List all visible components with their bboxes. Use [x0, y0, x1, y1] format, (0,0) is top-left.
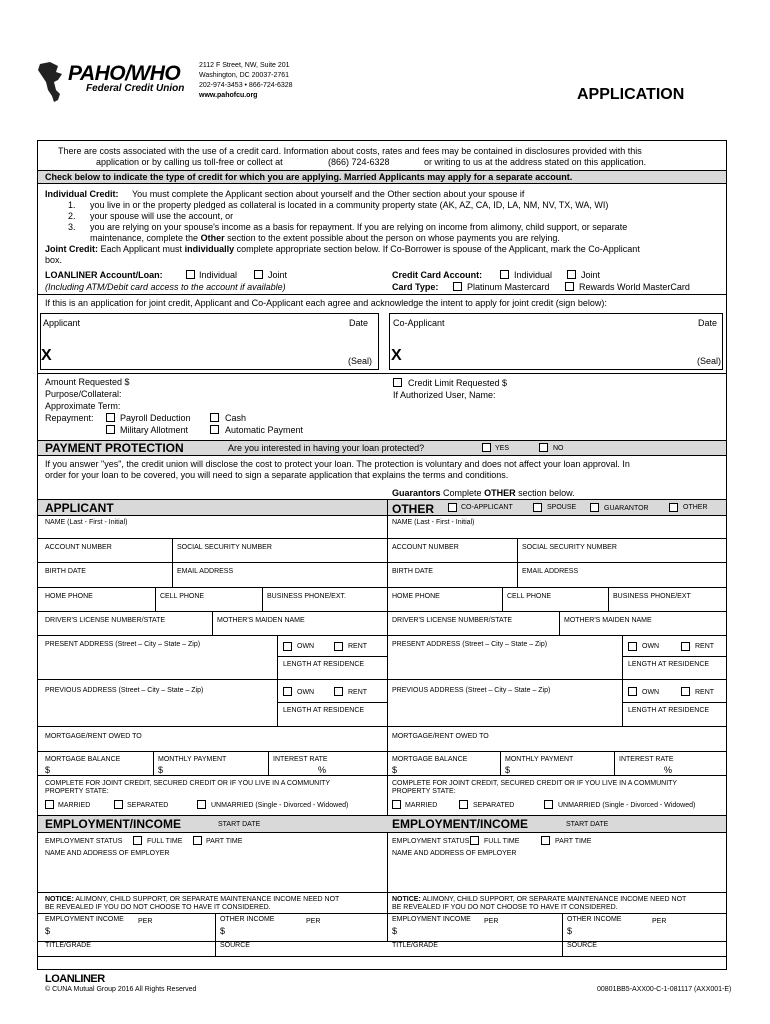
logo-text: PAHO/WHO [68, 62, 181, 85]
full-time-label: FULL TIME [147, 838, 183, 845]
interest-rate-label[interactable]: INTEREST RATE [273, 756, 328, 763]
divider [153, 751, 154, 775]
own-label: OWN [642, 689, 660, 696]
coapplicant-x-mark: X [391, 347, 402, 364]
name-field-label[interactable]: NAME (Last - First - Initial) [392, 519, 475, 526]
guarantors-note: Guarantors Complete OTHER section below. [392, 488, 575, 498]
loanliner-joint-label: Joint [268, 270, 288, 280]
email-label[interactable]: EMAIL ADDRESS [177, 568, 234, 575]
divider [562, 941, 563, 956]
dollar-sign: $ [392, 765, 398, 775]
ssn-label[interactable]: SOCIAL SECURITY NUMBER [522, 544, 617, 551]
previous-address-label[interactable]: PREVIOUS ADDRESS (Street – City – State – Zip) [45, 687, 204, 694]
title-grade-label[interactable]: TITLE/GRADE [45, 942, 91, 949]
other-income-label[interactable]: OTHER INCOME [567, 916, 622, 923]
guarantor-option-label: GUARANTOR [604, 505, 649, 512]
dollar-sign: $ [45, 765, 51, 775]
present-own-checkbox[interactable] [283, 642, 292, 651]
unmarried-checkbox[interactable] [197, 800, 206, 809]
disclosure-line-2b: or writing to us at the address stated on this application. [424, 157, 647, 167]
part-time-label: PART TIME [206, 838, 243, 845]
applicant-date-label: Date [349, 318, 369, 328]
divider [172, 538, 173, 562]
credit-limit-label: Credit Limit Requested $ [408, 378, 508, 388]
per-label: PER [652, 918, 667, 925]
other-part-time-checkbox[interactable] [541, 836, 550, 845]
dollar-sign: $ [220, 926, 226, 936]
divider [502, 587, 503, 611]
automatic-checkbox[interactable] [210, 425, 219, 434]
drivers-license-label[interactable]: DRIVER'S LICENSE NUMBER/STATE [45, 617, 166, 624]
divider [37, 538, 727, 539]
cash-label: Cash [225, 413, 247, 423]
page-title: APPLICATION [577, 86, 685, 103]
length-residence-label[interactable]: LENGTH AT RESIDENCE [283, 661, 365, 668]
column-divider [387, 499, 388, 941]
divider [500, 751, 501, 775]
divider [155, 587, 156, 611]
start-date-label[interactable]: START DATE [566, 821, 609, 828]
individual-credit-label: Individual Credit: [45, 189, 119, 199]
percent-sign: % [664, 765, 673, 775]
payment-protection-title: PAYMENT PROTECTION [45, 441, 184, 455]
phone-numbers: 202-974-3453 • 866-724-6328 [199, 82, 293, 89]
military-checkbox[interactable] [106, 425, 115, 434]
divider [277, 635, 278, 679]
divider [37, 499, 727, 500]
length-residence-label[interactable]: LENGTH AT RESIDENCE [628, 661, 710, 668]
form-frame [37, 140, 727, 970]
credit-limit-checkbox[interactable] [393, 378, 402, 387]
other-checkbox[interactable] [669, 503, 678, 512]
full-time-label: FULL TIME [484, 838, 520, 845]
applicant-signature-label: Applicant [43, 318, 81, 328]
per-label: PER [138, 918, 153, 925]
coapplicant-checkbox[interactable] [448, 503, 457, 512]
employment-status-label: EMPLOYMENT STATUS [392, 838, 470, 845]
interest-rate-label[interactable]: INTEREST RATE [619, 756, 674, 763]
per-label: PER [306, 918, 321, 925]
divider [37, 515, 727, 516]
community-property-line-1: COMPLETE FOR JOINT CREDIT, SECURED CREDIT OR IF YOU LIVE IN A COMMUNITY [392, 780, 678, 787]
divider [37, 294, 727, 295]
divider [37, 956, 727, 957]
other-full-time-checkbox[interactable] [470, 836, 479, 845]
divider [37, 679, 727, 680]
authorized-user-label[interactable]: If Authorized User, Name: [393, 390, 496, 400]
divider [517, 538, 518, 562]
divider [37, 775, 727, 776]
other-previous-rent-checkbox[interactable] [681, 687, 690, 696]
divider [37, 726, 727, 727]
community-property-line-2: PROPERTY STATE: [45, 788, 109, 795]
divider [37, 170, 727, 171]
divider [212, 611, 213, 635]
website: www.pahofcu.org [199, 92, 258, 99]
address-line-1: 2112 F Street, NW, Suite 201 [199, 62, 290, 69]
divider [37, 941, 727, 942]
divider [559, 611, 560, 635]
separated-label: SEPARATED [127, 802, 169, 809]
divider [37, 373, 727, 374]
cell-phone-label[interactable]: CELL PHONE [160, 593, 205, 600]
other-section-title: OTHER [392, 502, 434, 516]
employment-income-label[interactable]: EMPLOYMENT INCOME [392, 916, 471, 923]
account-number-label[interactable]: ACCOUNT NUMBER [392, 544, 459, 551]
email-label[interactable]: EMAIL ADDRESS [522, 568, 579, 575]
name-field-label[interactable]: NAME (Last - First - Initial) [45, 519, 128, 526]
unmarried-label: UNMARRIED (Single - Divorced - Widowed) [211, 802, 349, 809]
protection-yes-label: YES [495, 445, 510, 452]
guarantor-checkbox[interactable] [590, 503, 599, 512]
married-label: MARRIED [58, 802, 91, 809]
source-label[interactable]: SOURCE [567, 942, 597, 949]
divider [622, 702, 727, 703]
credit-card-account-label: Credit Card Account: [392, 270, 483, 280]
dollar-sign: $ [158, 765, 164, 775]
cell-phone-label[interactable]: CELL PHONE [507, 593, 552, 600]
coapplicant-signature-label: Co-Applicant [393, 318, 445, 328]
applicant-x-mark: X [41, 347, 52, 364]
home-phone-label[interactable]: HOME PHONE [392, 593, 440, 600]
dollar-sign: $ [392, 926, 398, 936]
individual-credit-text: You must complete the Applicant section about yourself and the Other section about your spouse if [132, 189, 525, 199]
platinum-label: Platinum Mastercard [467, 282, 550, 292]
card-individual-label: Individual [514, 270, 553, 280]
mortgage-owed-label[interactable]: MORTGAGE/RENT OWED TO [45, 733, 142, 740]
loanliner-note: (Including ATM/Debit card access to the account if available) [45, 282, 286, 292]
loanliner-logo: LOANLINER [45, 973, 105, 985]
card-joint-checkbox[interactable] [567, 270, 576, 279]
start-date-label[interactable]: START DATE [218, 821, 261, 828]
payment-protection-text-1: If you answer "yes", the credit union will disclose the cost to protect your loan. The protection is voluntary and does not affect your loan approval. In [45, 459, 630, 469]
disclosure-phone: (866) 724-6328 [328, 157, 390, 167]
previous-rent-checkbox[interactable] [334, 687, 343, 696]
divider [37, 635, 727, 636]
birth-date-label[interactable]: BIRTH DATE [45, 568, 86, 575]
item-text: you are relying on your spouse's income as a basis for repayment. If you are relying on income from alimony, child support, or separate [90, 222, 628, 232]
card-type-label: Card Type: [392, 282, 439, 292]
payroll-checkbox[interactable] [106, 413, 115, 422]
divider [37, 455, 727, 456]
item-text: you live in or the property pledged as collateral is located in a community property state (AK, AZ, CA, ID, LA, NM, NV, TX, WA, WI) [90, 200, 609, 210]
form-id: 00801BB5-AXX00-C-1-081117 (AXX001-E) [597, 986, 732, 993]
cash-checkbox[interactable] [210, 413, 219, 422]
notice-line-1: NOTICE: ALIMONY, CHILD SUPPORT, OR SEPARATE MAINTENANCE INCOME NEED NOT [45, 896, 340, 903]
divider [622, 635, 623, 679]
item-number: 2. [68, 211, 76, 221]
item-number: 3. [68, 222, 76, 232]
divider [622, 656, 727, 657]
divider [215, 913, 216, 941]
maiden-name-label[interactable]: MOTHER'S MAIDEN NAME [217, 617, 305, 624]
item-3-continued: maintenance, complete the Other section to the extent possible about the person on whose payments you are relying. [90, 233, 560, 243]
loanliner-account-label: LOANLINER Account/Loan: [45, 270, 163, 280]
rent-label: RENT [695, 643, 715, 650]
card-individual-checkbox[interactable] [500, 270, 509, 279]
address-line-2: Washington, DC 20037-2761 [199, 72, 290, 79]
divider [37, 587, 727, 588]
divider [37, 832, 727, 833]
monthly-payment-label[interactable]: MONTHLY PAYMENT [158, 756, 227, 763]
divider [608, 587, 609, 611]
check-instructions: Check below to indicate the type of credit for which you are applying. Married Applicants may apply for a separate account. [45, 172, 573, 182]
copyright: © CUNA Mutual Group 2016 All Rights Reserved [45, 986, 197, 993]
other-separated-checkbox[interactable] [459, 800, 468, 809]
present-rent-checkbox[interactable] [334, 642, 343, 651]
divider [277, 702, 387, 703]
length-residence-label[interactable]: LENGTH AT RESIDENCE [283, 707, 365, 714]
employer-label[interactable]: NAME AND ADDRESS OF EMPLOYER [45, 850, 170, 857]
separated-checkbox[interactable] [114, 800, 123, 809]
automatic-label: Automatic Payment [225, 425, 304, 435]
other-previous-own-checkbox[interactable] [628, 687, 637, 696]
dollar-sign: $ [45, 926, 51, 936]
community-property-line-1: COMPLETE FOR JOINT CREDIT, SECURED CREDIT OR IF YOU LIVE IN A COMMUNITY [45, 780, 331, 787]
business-phone-label[interactable]: BUSINESS PHONE/EXT. [267, 593, 346, 600]
americas-map-icon [36, 60, 72, 104]
business-phone-label[interactable]: BUSINESS PHONE/EXT [613, 593, 691, 600]
payment-protection-question: Are you interested in having your loan protected? [228, 443, 425, 453]
coapplicant-seal: (Seal) [697, 356, 722, 366]
other-employment-title: EMPLOYMENT/INCOME [392, 817, 529, 831]
disclosure-line-2a: application or by calling us toll-free or collect at [96, 157, 283, 167]
joint-credit-text: Joint Credit: Each Applicant must individually complete appropriate section below. If Co-Borrower is spouse of the Applicant, mark the Co-Applicant [45, 244, 640, 254]
divider [37, 611, 727, 612]
divider [262, 587, 263, 611]
other-present-rent-checkbox[interactable] [681, 642, 690, 651]
loanliner-joint-checkbox[interactable] [254, 270, 263, 279]
home-phone-label[interactable]: HOME PHONE [45, 593, 93, 600]
coapplicant-date-label: Date [698, 318, 718, 328]
military-label: Military Allotment [120, 425, 189, 435]
previous-own-checkbox[interactable] [283, 687, 292, 696]
unmarried-label: UNMARRIED (Single - Divorced - Widowed) [558, 802, 696, 809]
divider [172, 562, 173, 587]
mortgage-balance-label[interactable]: MORTGAGE BALANCE [45, 756, 121, 763]
divider [37, 562, 727, 563]
mortgage-owed-label[interactable]: MORTGAGE/RENT OWED TO [392, 733, 489, 740]
purpose-collateral[interactable]: Purpose/Collateral: [45, 389, 122, 399]
part-time-label: PART TIME [555, 838, 592, 845]
protection-yes-checkbox[interactable] [482, 443, 491, 452]
other-option-label: OTHER [683, 504, 708, 511]
title-grade-label[interactable]: TITLE/GRADE [392, 942, 438, 949]
dollar-sign: $ [567, 926, 573, 936]
other-present-own-checkbox[interactable] [628, 642, 637, 651]
part-time-checkbox[interactable] [193, 836, 202, 845]
applicant-section-title: APPLICANT [45, 501, 114, 515]
other-married-checkbox[interactable] [392, 800, 401, 809]
divider [215, 941, 216, 956]
ssn-label[interactable]: SOCIAL SECURITY NUMBER [177, 544, 272, 551]
previous-address-label[interactable]: PREVIOUS ADDRESS (Street – City – State – Zip) [392, 687, 551, 694]
maiden-name-label[interactable]: MOTHER'S MAIDEN NAME [564, 617, 652, 624]
rent-label: RENT [348, 689, 368, 696]
approximate-term[interactable]: Approximate Term: [45, 401, 121, 411]
notice-line-2: BE REVEALED IF YOU DO NOT CHOOSE TO HAVE IT CONSIDERED. [392, 904, 618, 911]
dollar-sign: $ [505, 765, 511, 775]
present-address-label[interactable]: PRESENT ADDRESS (Street – City – State – Zip) [45, 641, 201, 648]
married-label: MARRIED [405, 802, 438, 809]
notice-line-2: BE REVEALED IF YOU DO NOT CHOOSE TO HAVE IT CONSIDERED. [45, 904, 271, 911]
repayment-label: Repayment: [45, 413, 94, 423]
employment-title: EMPLOYMENT/INCOME [45, 817, 182, 831]
own-label: OWN [297, 643, 315, 650]
loanliner-individual-checkbox[interactable] [186, 270, 195, 279]
rent-label: RENT [348, 643, 368, 650]
length-residence-label[interactable]: LENGTH AT RESIDENCE [628, 707, 710, 714]
monthly-payment-label[interactable]: MONTHLY PAYMENT [505, 756, 574, 763]
own-label: OWN [297, 689, 315, 696]
coapplicant-option-label: CO-APPLICANT [461, 504, 513, 511]
source-label[interactable]: SOURCE [220, 942, 250, 949]
divider [517, 562, 518, 587]
protection-no-checkbox[interactable] [539, 443, 548, 452]
rewards-checkbox[interactable] [565, 282, 574, 291]
account-number-label[interactable]: ACCOUNT NUMBER [45, 544, 112, 551]
joint-statement: If this is an application for joint credit, Applicant and Co-Applicant each agree and acknowledge the intent to apply for joint credit (sign below): [45, 298, 607, 308]
item-text: your spouse will use the account, or [90, 211, 234, 221]
item-number: 1. [68, 200, 76, 210]
rent-label: RENT [695, 689, 715, 696]
payment-protection-text-2: order for your loan to be covered, you will need to sign a separate application that explains the terms and conditions. [45, 470, 509, 480]
divider [37, 892, 727, 893]
divider [37, 913, 727, 914]
drivers-license-label[interactable]: DRIVER'S LICENSE NUMBER/STATE [392, 617, 513, 624]
disclosure-line-1: There are costs associated with the use of a credit card. Information about costs, rates and fees may be contained in disclosures provided with this [58, 146, 642, 156]
other-unmarried-checkbox[interactable] [544, 800, 553, 809]
employment-income-label[interactable]: EMPLOYMENT INCOME [45, 916, 124, 923]
loanliner-individual-label: Individual [199, 270, 238, 280]
card-joint-label: Joint [581, 270, 601, 280]
per-label: PER [484, 918, 499, 925]
logo-subtitle: Federal Credit Union [86, 83, 185, 94]
employer-label[interactable]: NAME AND ADDRESS OF EMPLOYER [392, 850, 517, 857]
applicant-signature-box[interactable] [40, 313, 379, 370]
applicant-seal: (Seal) [348, 356, 373, 366]
percent-sign: % [318, 765, 327, 775]
platinum-checkbox[interactable] [453, 282, 462, 291]
married-checkbox[interactable] [45, 800, 54, 809]
mortgage-balance-label[interactable]: MORTGAGE BALANCE [392, 756, 468, 763]
spouse-option-label: SPOUSE [547, 504, 577, 511]
full-time-checkbox[interactable] [133, 836, 142, 845]
divider [614, 751, 615, 775]
community-property-line-2: PROPERTY STATE: [392, 788, 456, 795]
divider [268, 751, 269, 775]
divider [37, 815, 727, 816]
divider [37, 183, 727, 184]
protection-no-label: NO [553, 445, 564, 452]
separated-label: SEPARATED [473, 802, 515, 809]
other-income-label[interactable]: OTHER INCOME [220, 916, 275, 923]
present-address-label[interactable]: PRESENT ADDRESS (Street – City – State – Zip) [392, 641, 548, 648]
rewards-label: Rewards World MasterCard [579, 282, 690, 292]
joint-credit-box: box. [45, 255, 63, 265]
employment-status-label: EMPLOYMENT STATUS [45, 838, 123, 845]
amount-requested[interactable]: Amount Requested $ [45, 377, 130, 387]
divider [562, 913, 563, 941]
spouse-checkbox[interactable] [533, 503, 542, 512]
payroll-label: Payroll Deduction [120, 413, 191, 423]
divider [37, 751, 727, 752]
notice-line-1: NOTICE: ALIMONY, CHILD SUPPORT, OR SEPARATE MAINTENANCE INCOME NEED NOT [392, 896, 687, 903]
divider [277, 656, 387, 657]
own-label: OWN [642, 643, 660, 650]
birth-date-label[interactable]: BIRTH DATE [392, 568, 433, 575]
